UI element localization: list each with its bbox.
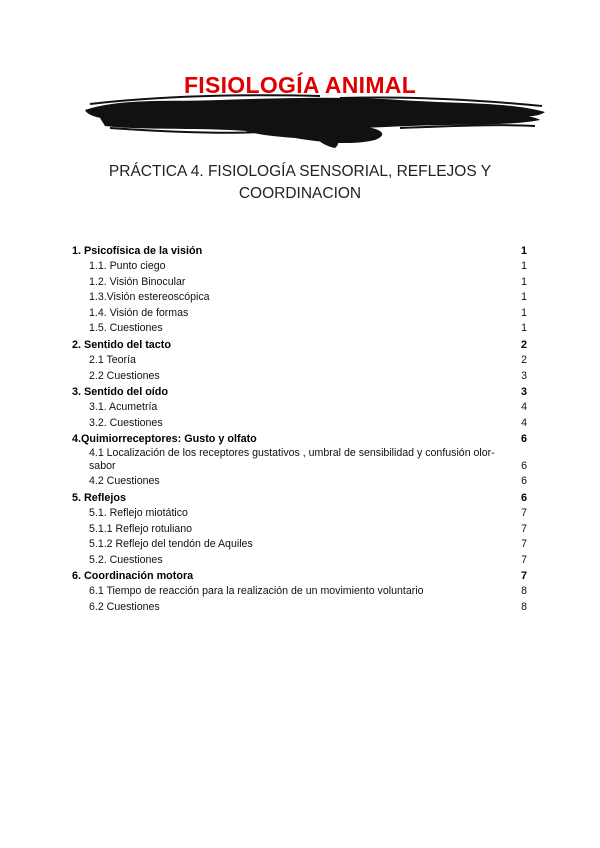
toc-subsection-entry[interactable] [72, 290, 527, 306]
toc-page-number: 8 [521, 585, 527, 598]
toc-page-number: 3 [520, 386, 527, 399]
toc-subsection-entry[interactable] [72, 306, 527, 322]
toc-page-number: 1 [521, 306, 527, 319]
toc-page-number: 7 [520, 570, 527, 583]
toc-entry-text: 4.1 Localización de los receptores gustativos , umbral de sensibilidad y confusión olor-sabor [89, 447, 495, 472]
toc-entry-text: 5.2. Cuestiones [89, 553, 163, 566]
toc-page-number: 6 [520, 491, 527, 504]
toc-subsection-entry[interactable] [72, 537, 527, 553]
toc-entry-text: 5.1.2 Reflejo del tendón de Aquiles [89, 538, 253, 551]
toc-subsection-entry[interactable] [72, 600, 527, 616]
document-title: FISIOLOGÍA ANIMAL [183, 72, 417, 98]
toc-entry-text: 6. Coordinación motora [72, 570, 194, 583]
toc-page-number: 6 [521, 459, 527, 472]
toc-section-entry[interactable] [72, 243, 527, 259]
toc-section-entry[interactable] [72, 337, 527, 353]
toc-entry-text: 1.5. Cuestiones [89, 322, 163, 335]
toc-entry-text: 1.3.Visión estereoscópica [89, 291, 210, 304]
toc-entry-text: 3.2. Cuestiones [89, 416, 163, 429]
toc-page-number: 1 [520, 245, 527, 257]
toc-page-number: 4 [521, 401, 527, 414]
toc-entry-text: 2. Sentido del tacto [72, 338, 171, 351]
toc-page-number: 2 [521, 353, 527, 366]
toc-subsection-entry[interactable] [72, 447, 527, 474]
toc-entry-text: 4.Quimiorreceptores: Gusto y olfato [72, 433, 257, 446]
toc-entry-text: 6.2 Cuestiones [89, 600, 160, 613]
toc-entry-text: 2.1 Teoría [89, 353, 136, 366]
toc-page-number: 6 [520, 433, 527, 446]
toc-entry-text: 3. Sentido del oído [72, 386, 168, 399]
brush-stroke-decoration [80, 90, 550, 150]
toc-page-number: 3 [521, 369, 527, 382]
toc-page-number: 1 [521, 322, 527, 335]
toc-entry-text: 4.2 Cuestiones [89, 475, 160, 488]
toc-entry-text: 1. Psicofísica de la visión [72, 245, 203, 257]
toc-page-number: 7 [521, 553, 527, 566]
toc-page-number: 7 [521, 522, 527, 535]
toc-subsection-entry[interactable] [72, 584, 527, 600]
toc-entry-text: 5.1. Reflejo miotático [89, 506, 188, 519]
toc-subsection-entry[interactable] [72, 506, 527, 522]
toc-page-number: 8 [521, 600, 527, 613]
toc-subsection-entry[interactable] [72, 369, 527, 385]
toc-page-number: 1 [521, 275, 527, 288]
toc-page-number: 6 [521, 475, 527, 488]
toc-subsection-entry[interactable] [72, 522, 527, 538]
toc-page-number: 7 [521, 538, 527, 551]
toc-subsection-entry[interactable] [72, 553, 527, 569]
toc-entry-text: 3.1. Acumetría [89, 401, 158, 414]
table-of-contents [72, 243, 527, 616]
toc-subsection-entry[interactable] [72, 275, 527, 291]
toc-page-number: 7 [521, 506, 527, 519]
toc-section-entry[interactable] [72, 384, 527, 400]
toc-entry-text: 6.1 Tiempo de reacción para la realización de un movimiento voluntario [89, 585, 424, 598]
toc-section-entry[interactable] [72, 568, 527, 584]
toc-subsection-entry[interactable] [72, 400, 527, 416]
toc-entry-text: 1.4. Visión de formas [89, 306, 189, 319]
toc-page-number: 4 [521, 416, 527, 429]
toc-page-number: 2 [520, 338, 527, 351]
toc-page-number: 1 [521, 260, 527, 272]
toc-subsection-entry[interactable] [72, 321, 527, 337]
toc-section-entry[interactable] [72, 490, 527, 506]
toc-entry-text: 5.1.1 Reflejo rotuliano [89, 522, 193, 535]
toc-subsection-entry[interactable] [72, 474, 527, 490]
toc-entry-text: 5. Reflejos [72, 491, 127, 504]
toc-entry-text: 1.1. Punto ciego [89, 260, 166, 272]
toc-page-number: 1 [521, 291, 527, 304]
toc-subsection-entry[interactable] [72, 416, 527, 432]
toc-subsection-entry[interactable] [72, 353, 527, 369]
toc-section-entry[interactable] [72, 431, 527, 447]
toc-subsection-entry[interactable] [72, 259, 527, 275]
toc-entry-text: 1.2. Visión Binocular [89, 275, 186, 288]
toc-entry-text: 2.2 Cuestiones [89, 369, 160, 382]
practice-subtitle: PRÁCTICA 4. FISIOLOGÍA SENSORIAL, REFLEJOS Y COORDINACION [108, 163, 492, 202]
